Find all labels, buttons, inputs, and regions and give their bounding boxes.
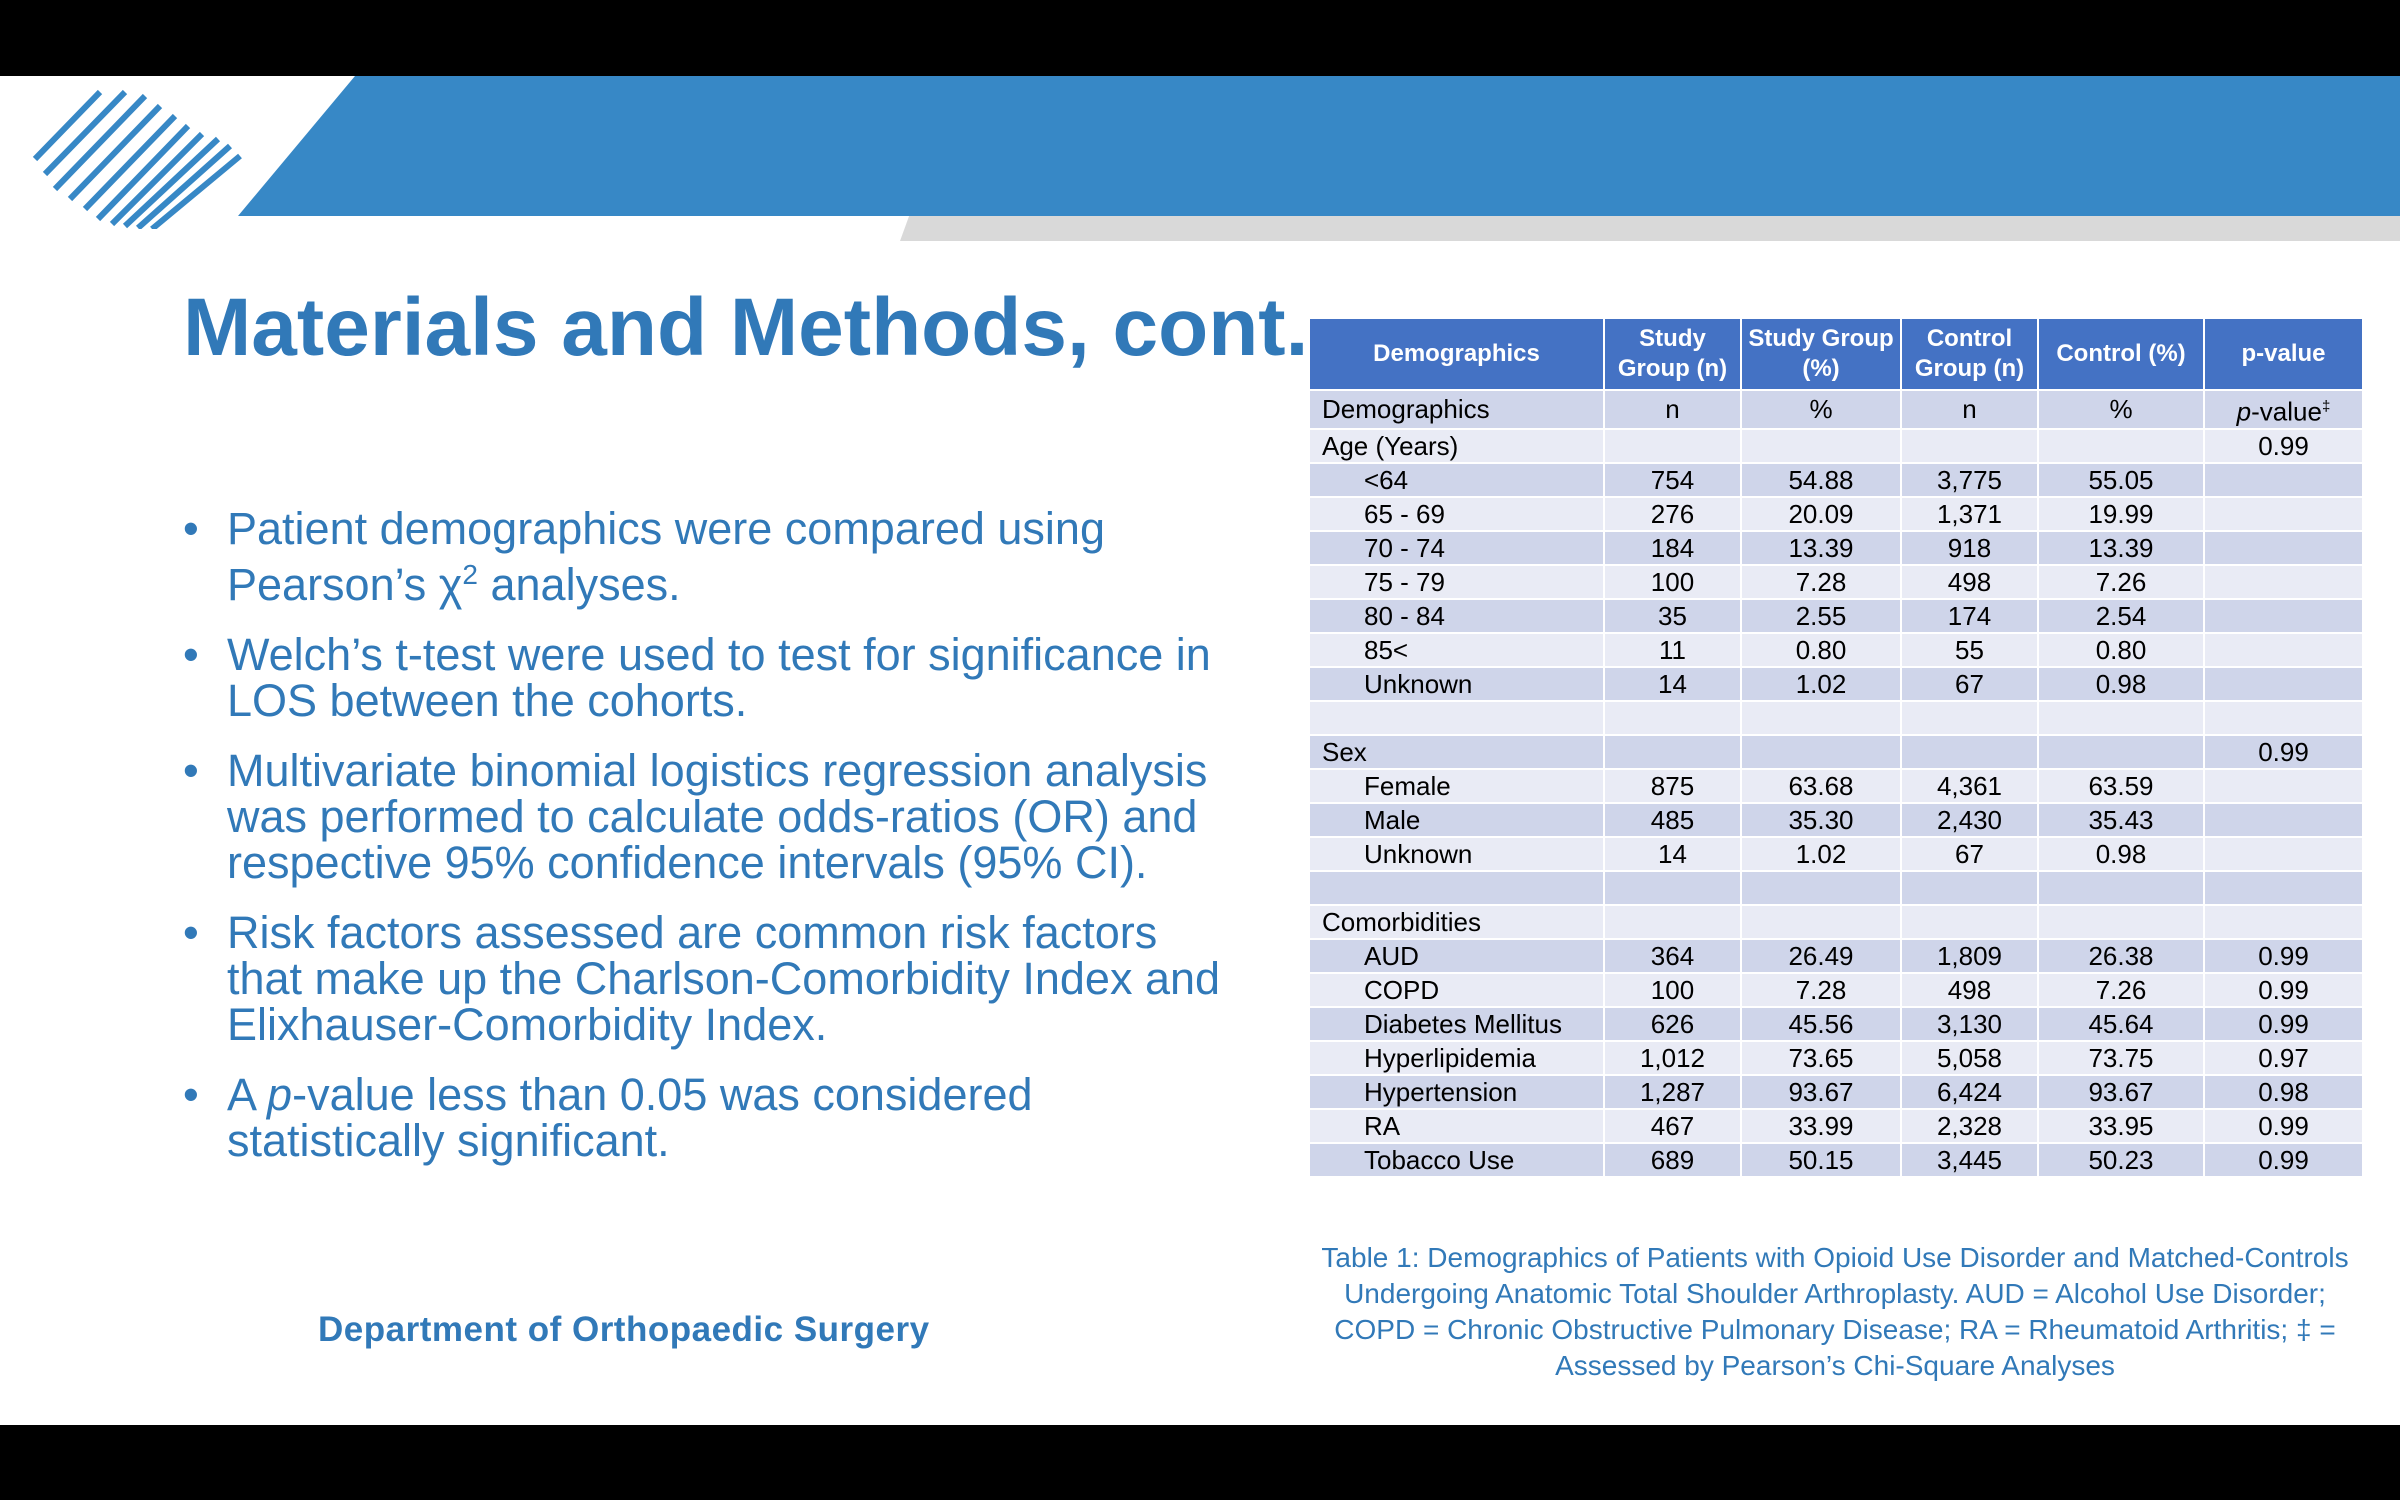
cell-study-pct: 93.67	[1741, 1075, 1901, 1109]
bullet-dot-icon: •	[183, 1069, 199, 1120]
header-study-pct: Study Group (%)	[1741, 318, 1901, 390]
cell-study-pct: 7.28	[1741, 565, 1901, 599]
cell-study-n	[1604, 701, 1741, 735]
cell-control-n: 3,130	[1901, 1007, 2038, 1041]
cell-control-n: 2,430	[1901, 803, 2038, 837]
table-subheader-row	[1309, 390, 2363, 429]
cell-control-n: 498	[1901, 565, 2038, 599]
cell-control-n: 918	[1901, 531, 2038, 565]
cell-label: Sex	[1309, 735, 1604, 769]
bullet-dot-icon: •	[183, 503, 199, 554]
cell-label: Age (Years)	[1309, 429, 1604, 463]
cell-study-n	[1604, 429, 1741, 463]
cell-control-n: 4,361	[1901, 769, 2038, 803]
cell-study-n: 100	[1604, 565, 1741, 599]
cell-label: Demographics	[1309, 390, 1604, 429]
cell-study-n: 1,012	[1604, 1041, 1741, 1075]
cell-study-pct: 7.28	[1741, 973, 1901, 1007]
cell-study-pct	[1741, 701, 1901, 735]
cell-p-value	[2204, 390, 2363, 429]
cell-study-n: 626	[1604, 1007, 1741, 1041]
cell-control-pct	[2038, 701, 2204, 735]
cell-p-value	[2204, 837, 2363, 871]
slide	[0, 76, 2400, 1425]
cell-label: 75 - 79	[1309, 565, 1604, 599]
cell-study-pct: 2.55	[1741, 599, 1901, 633]
cell-study-n: 485	[1604, 803, 1741, 837]
cell-control-n: 5,058	[1901, 1041, 2038, 1075]
cell-label: Tobacco Use	[1309, 1143, 1604, 1177]
cell-label: 85<	[1309, 633, 1604, 667]
table-row	[1309, 701, 2363, 735]
header-control-pct: Control (%)	[2038, 318, 2204, 390]
header-banner	[0, 76, 2400, 216]
cell-study-n: 1,287	[1604, 1075, 1741, 1109]
cell-control-n: 6,424	[1901, 1075, 2038, 1109]
cell-p-value: 0.99	[2204, 1007, 2363, 1041]
cell-p-value	[2204, 565, 2363, 599]
department-label: Department of Orthopaedic Surgery	[318, 1310, 930, 1349]
cell-p-value: 0.99	[2204, 939, 2363, 973]
table-row	[1309, 531, 2363, 565]
cell-control-pct: 93.67	[2038, 1075, 2204, 1109]
header-demographics: Demographics	[1309, 318, 1604, 390]
cell-control-pct: 0.98	[2038, 837, 2204, 871]
cell-control-pct: %	[2038, 390, 2204, 429]
cell-study-n: 276	[1604, 497, 1741, 531]
cell-label: Female	[1309, 769, 1604, 803]
cell-p-value: 0.99	[2204, 1143, 2363, 1177]
table-row	[1309, 497, 2363, 531]
cell-p-value	[2204, 667, 2363, 701]
cell-label: <64	[1309, 463, 1604, 497]
table-row	[1309, 565, 2363, 599]
cell-control-pct: 33.95	[2038, 1109, 2204, 1143]
cell-control-pct: 35.43	[2038, 803, 2204, 837]
table-row	[1309, 1143, 2363, 1177]
bullet-text-italic: p	[267, 1069, 293, 1120]
bullet-text-post: -value less than 0.05 was considered statistically significant.	[227, 1069, 1033, 1166]
cell-control-n: 3,775	[1901, 463, 2038, 497]
cell-study-n	[1604, 871, 1741, 905]
cell-study-pct: 26.49	[1741, 939, 1901, 973]
double-dagger-mark: ‡	[2321, 398, 2331, 415]
cell-label: Hypertension	[1309, 1075, 1604, 1109]
cell-control-n: 498	[1901, 973, 2038, 1007]
demographics-table	[1308, 317, 2364, 1178]
bullet-dot-icon: •	[183, 745, 199, 796]
cell-p-value: 0.99	[2204, 735, 2363, 769]
cell-study-pct: 54.88	[1741, 463, 1901, 497]
cell-study-n: 364	[1604, 939, 1741, 973]
cell-study-pct: 50.15	[1741, 1143, 1901, 1177]
cell-study-n: 35	[1604, 599, 1741, 633]
table-row	[1309, 599, 2363, 633]
cell-label: AUD	[1309, 939, 1604, 973]
cell-control-pct: 73.75	[2038, 1041, 2204, 1075]
table-row	[1309, 463, 2363, 497]
bullet-text-pre: Welch’s t-test were used to test for significance in LOS between the cohorts.	[227, 629, 1211, 726]
cell-control-pct: 7.26	[2038, 973, 2204, 1007]
cell-p-value	[2204, 701, 2363, 735]
cell-control-pct: 26.38	[2038, 939, 2204, 973]
cell-p-value	[2204, 803, 2363, 837]
cell-label: Unknown	[1309, 837, 1604, 871]
header-study-n: Study Group (n)	[1604, 318, 1741, 390]
cell-study-pct: 0.80	[1741, 633, 1901, 667]
cell-p-value	[2204, 905, 2363, 939]
cell-control-n	[1901, 871, 2038, 905]
cell-study-n	[1604, 905, 1741, 939]
cell-study-n: 467	[1604, 1109, 1741, 1143]
cell-study-pct: 1.02	[1741, 667, 1901, 701]
table-row	[1309, 905, 2363, 939]
cell-control-pct	[2038, 871, 2204, 905]
cell-p-value: 0.99	[2204, 1109, 2363, 1143]
cell-control-n	[1901, 905, 2038, 939]
bullet-item	[183, 629, 1243, 726]
table-row	[1309, 1007, 2363, 1041]
table-row	[1309, 1041, 2363, 1075]
cell-study-pct: 33.99	[1741, 1109, 1901, 1143]
slide-title: Materials and Methods, cont.	[183, 282, 1309, 373]
p-italic: p	[2236, 396, 2252, 427]
cell-control-pct	[2038, 735, 2204, 769]
cell-study-pct: 35.30	[1741, 803, 1901, 837]
cell-study-pct: 73.65	[1741, 1041, 1901, 1075]
cell-control-n	[1901, 701, 2038, 735]
cell-study-pct: 1.02	[1741, 837, 1901, 871]
p-rest: -value	[2251, 396, 2322, 427]
cell-control-n: 3,445	[1901, 1143, 2038, 1177]
table-row	[1309, 1109, 2363, 1143]
cell-p-value	[2204, 871, 2363, 905]
cell-study-n: 689	[1604, 1143, 1741, 1177]
bullet-text-sup: 2	[462, 559, 478, 590]
cell-label	[1309, 701, 1604, 735]
cell-p-value	[2204, 769, 2363, 803]
logo-stripes-icon	[30, 84, 245, 229]
table-row	[1309, 837, 2363, 871]
table-row	[1309, 1075, 2363, 1109]
cell-label: Unknown	[1309, 667, 1604, 701]
cell-study-pct	[1741, 429, 1901, 463]
cell-control-n: 55	[1901, 633, 2038, 667]
cell-control-n: n	[1901, 390, 2038, 429]
cell-label: Hyperlipidemia	[1309, 1041, 1604, 1075]
cell-control-n: 2,328	[1901, 1109, 2038, 1143]
cell-control-pct: 7.26	[2038, 565, 2204, 599]
bullet-text-pre: A	[227, 1069, 268, 1120]
bullet-list	[183, 503, 1243, 1188]
cell-label: Male	[1309, 803, 1604, 837]
cell-control-n: 174	[1901, 599, 2038, 633]
cell-control-pct: 19.99	[2038, 497, 2204, 531]
table-row	[1309, 803, 2363, 837]
cell-study-n: 754	[1604, 463, 1741, 497]
cell-control-pct: 63.59	[2038, 769, 2204, 803]
bullet-item	[183, 907, 1243, 1050]
cell-study-n: 100	[1604, 973, 1741, 1007]
bullet-item	[183, 1069, 1243, 1166]
table-row	[1309, 667, 2363, 701]
cell-label: Comorbidities	[1309, 905, 1604, 939]
cell-p-value: 0.97	[2204, 1041, 2363, 1075]
cell-control-pct: 45.64	[2038, 1007, 2204, 1041]
table-header-row	[1309, 318, 2363, 390]
table-row	[1309, 769, 2363, 803]
cell-control-n: 67	[1901, 667, 2038, 701]
cell-control-n: 67	[1901, 837, 2038, 871]
cell-study-n: 875	[1604, 769, 1741, 803]
cell-label	[1309, 871, 1604, 905]
cell-label: 70 - 74	[1309, 531, 1604, 565]
header-control-n: Control Group (n)	[1901, 318, 2038, 390]
cell-p-value: 0.98	[2204, 1075, 2363, 1109]
bullet-dot-icon: •	[183, 629, 199, 680]
cell-study-n: 14	[1604, 667, 1741, 701]
cell-control-n: 1,809	[1901, 939, 2038, 973]
cell-p-value	[2204, 633, 2363, 667]
cell-control-pct: 0.98	[2038, 667, 2204, 701]
bullet-item	[183, 745, 1243, 888]
bullet-text-pre: Risk factors assessed are common risk factors that make up the Charlson-Comorbidity Index and Elixhauser-Comorbidity Index.	[227, 907, 1221, 1050]
table-row	[1309, 633, 2363, 667]
header-p-value: p-value	[2204, 318, 2363, 390]
cell-study-pct	[1741, 735, 1901, 769]
table-row	[1309, 973, 2363, 1007]
cell-p-value	[2204, 497, 2363, 531]
cell-study-pct: 45.56	[1741, 1007, 1901, 1041]
bullet-text-pre: Patient demographics were compared using Pearson’s	[227, 503, 1105, 610]
bullet-item	[183, 503, 1243, 610]
cell-p-value	[2204, 463, 2363, 497]
cell-p-value	[2204, 599, 2363, 633]
table-row	[1309, 939, 2363, 973]
bullet-text-pre: Multivariate binomial logistics regression analysis was performed to calculate odds-ratios (OR) and respective 95% confidence intervals (95% CI).	[227, 745, 1208, 888]
cell-label: 80 - 84	[1309, 599, 1604, 633]
cell-control-n	[1901, 429, 2038, 463]
cell-study-n: 184	[1604, 531, 1741, 565]
cell-study-pct: 63.68	[1741, 769, 1901, 803]
cell-control-n	[1901, 735, 2038, 769]
cell-control-n: 1,371	[1901, 497, 2038, 531]
cell-study-n	[1604, 735, 1741, 769]
cell-control-pct: 55.05	[2038, 463, 2204, 497]
bullet-dot-icon: •	[183, 907, 199, 958]
bullet-text-post: analyses.	[478, 559, 681, 610]
cell-control-pct: 2.54	[2038, 599, 2204, 633]
cell-control-pct: 13.39	[2038, 531, 2204, 565]
cell-study-pct: 13.39	[1741, 531, 1901, 565]
cell-study-pct	[1741, 905, 1901, 939]
bullet-text-chi: χ	[438, 559, 463, 610]
cell-study-n: n	[1604, 390, 1741, 429]
cell-label: COPD	[1309, 973, 1604, 1007]
cell-study-pct: 20.09	[1741, 497, 1901, 531]
table-row	[1309, 735, 2363, 769]
cell-control-pct: 0.80	[2038, 633, 2204, 667]
cell-study-pct: %	[1741, 390, 1901, 429]
cell-p-value: 0.99	[2204, 973, 2363, 1007]
cell-label: 65 - 69	[1309, 497, 1604, 531]
table-caption: Table 1: Demographics of Patients with Opioid Use Disorder and Matched-Controls Undergoing Anatomic Total Shoulder Arthroplasty. AUD = Alcohol Use Disorder; COPD = Chronic Obstructive Pulmonary Disease; RA = Rheumatoid Arthritis; ‡ = Assessed by Pearson’s Chi-Square Analyses	[1321, 1242, 2349, 1381]
cell-control-pct: 50.23	[2038, 1143, 2204, 1177]
table-row	[1309, 429, 2363, 463]
cell-study-pct	[1741, 871, 1901, 905]
cell-study-n: 14	[1604, 837, 1741, 871]
cell-p-value	[2204, 531, 2363, 565]
cell-control-pct	[2038, 429, 2204, 463]
cell-study-n: 11	[1604, 633, 1741, 667]
cell-p-value: 0.99	[2204, 429, 2363, 463]
table-row	[1309, 871, 2363, 905]
cell-control-pct	[2038, 905, 2204, 939]
cell-label: RA	[1309, 1109, 1604, 1143]
cell-label: Diabetes Mellitus	[1309, 1007, 1604, 1041]
